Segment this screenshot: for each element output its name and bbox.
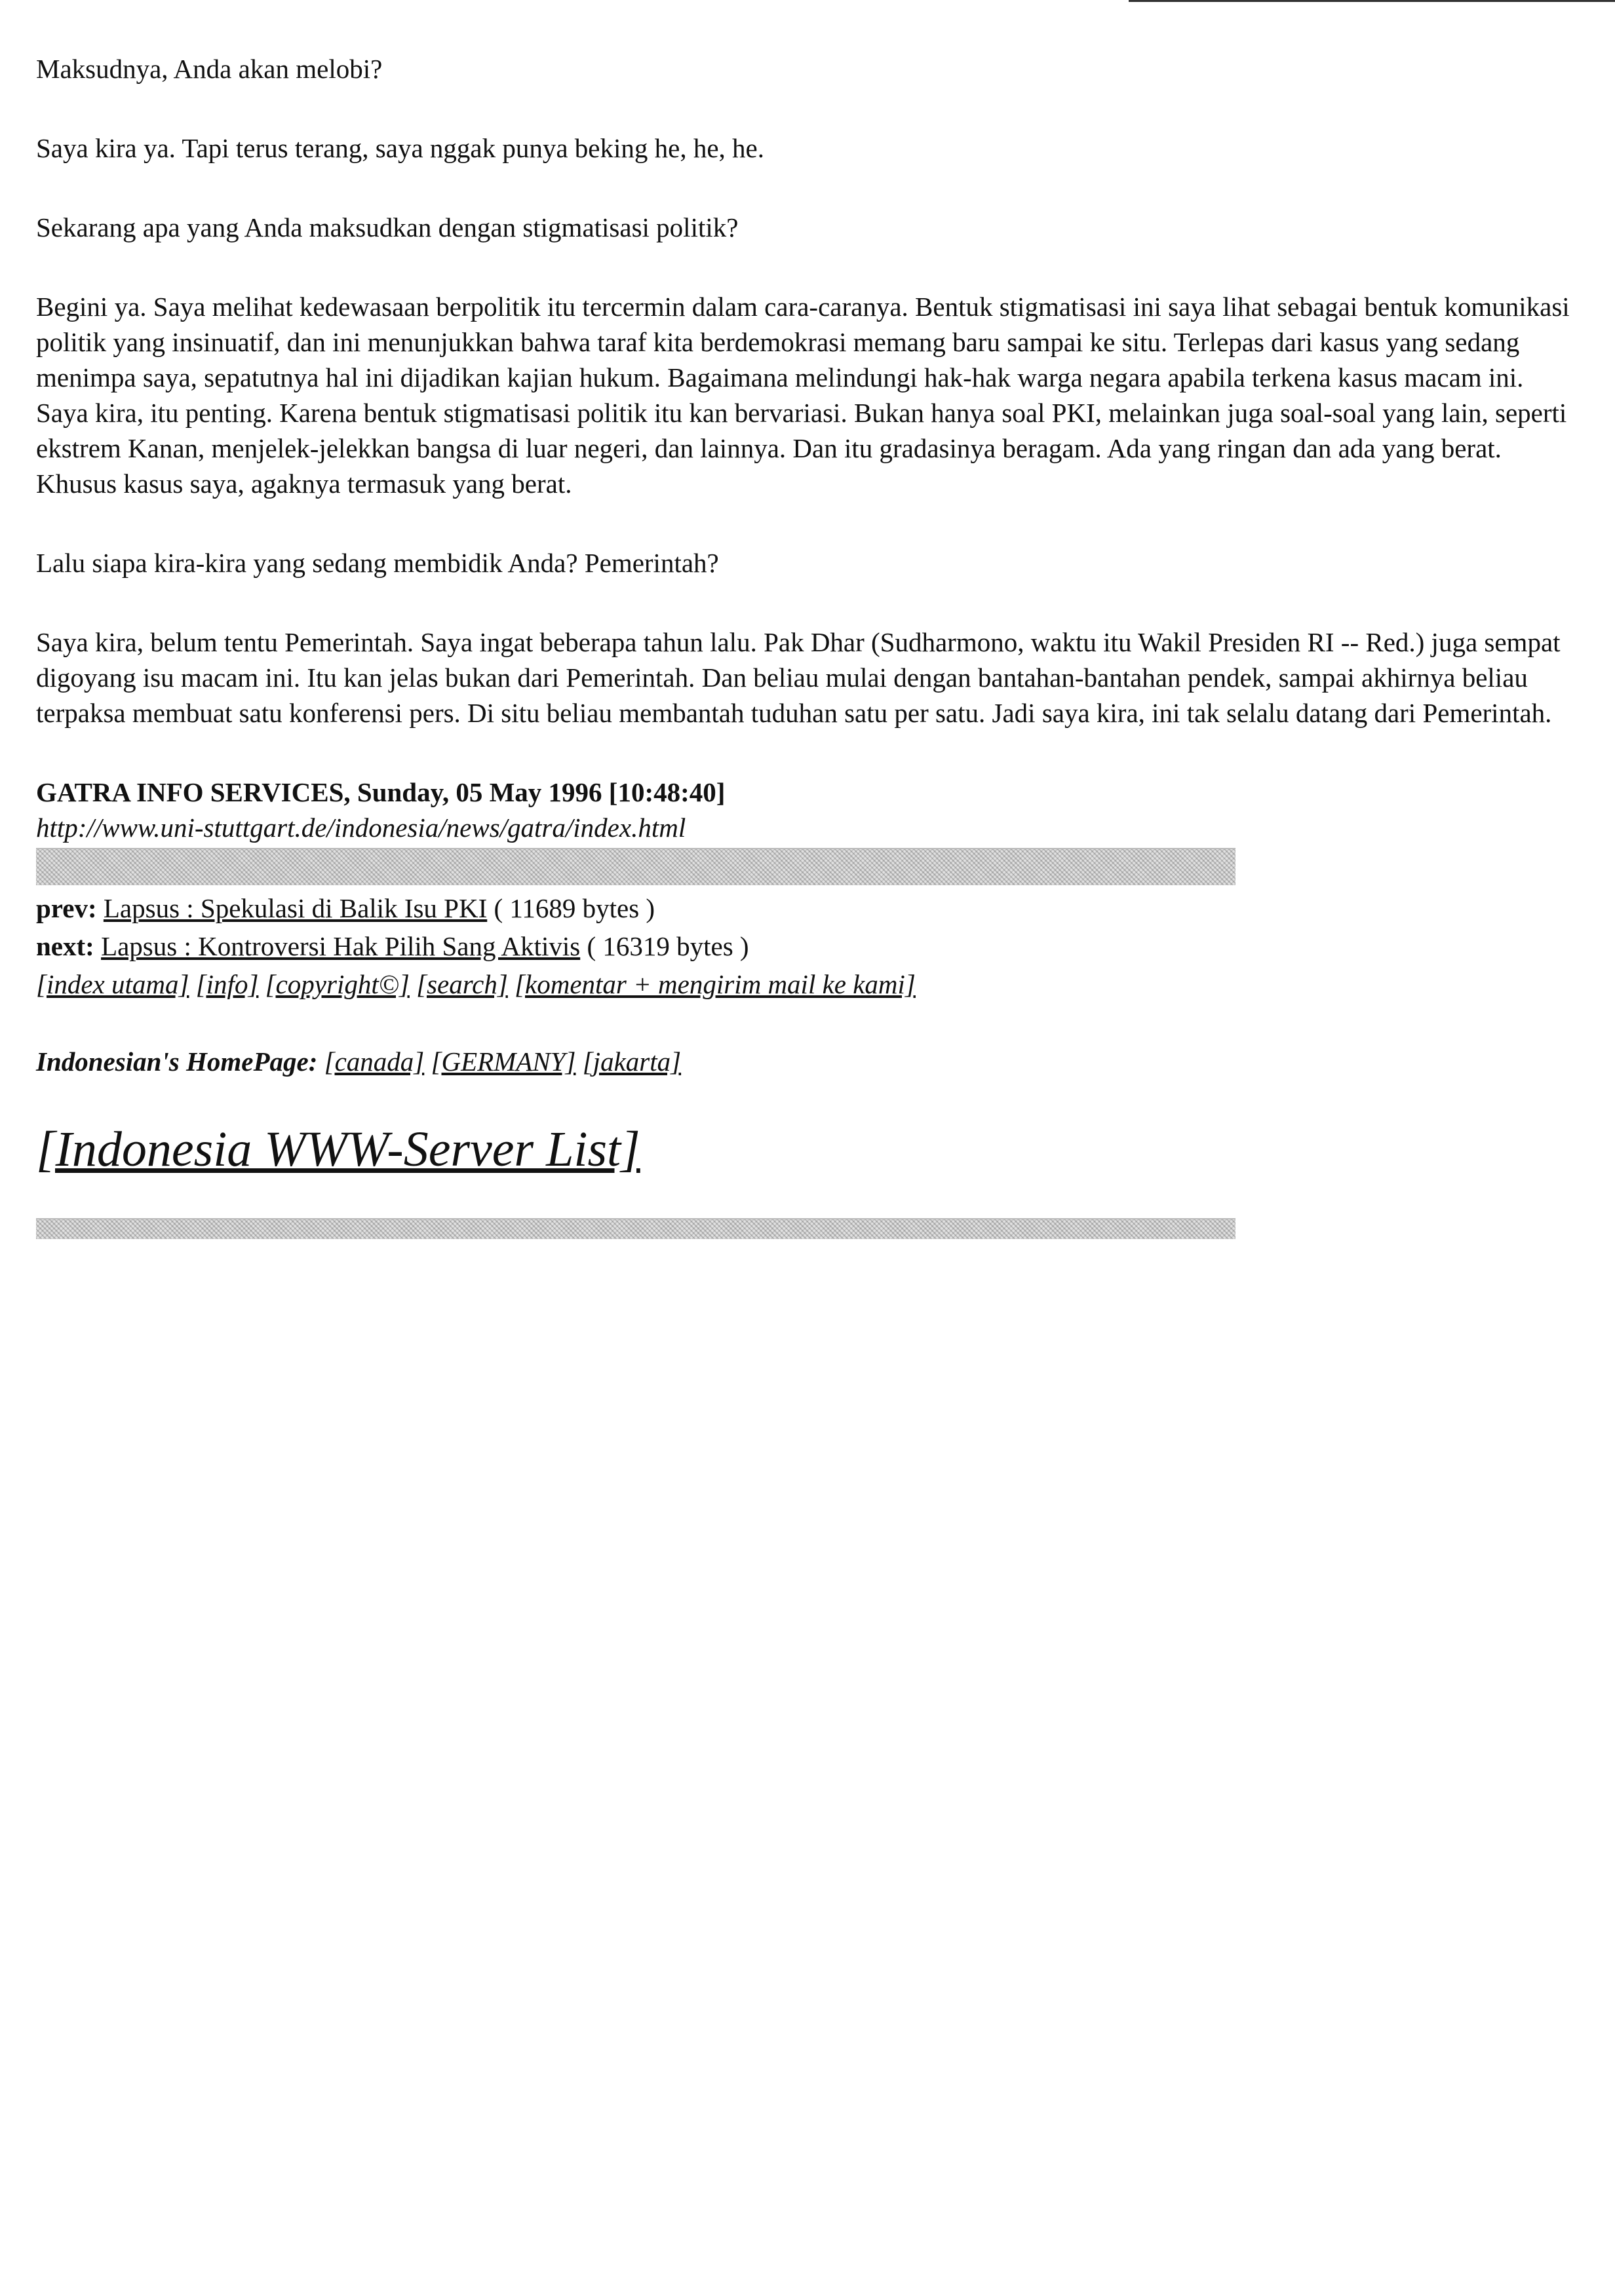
footer-url: http://www.uni-stuttgart.de/indonesia/news/gatra/index.html <box>36 813 686 843</box>
article-page <box>36 51 1570 1243</box>
bottom-divider-bar <box>36 1218 1236 1239</box>
prev-line <box>36 889 1570 927</box>
next-size: ( 16319 bytes ) <box>587 931 749 961</box>
komentar-link[interactable]: [komentar + mengirim mail ke kami] <box>515 969 916 999</box>
next-line <box>36 927 1570 965</box>
top-rule <box>1129 0 1615 2</box>
next-label: next: <box>36 931 94 961</box>
search-link[interactable]: [search] <box>416 969 508 999</box>
info-link[interactable]: [info] <box>195 969 259 999</box>
copyright-link[interactable]: [copyright©] <box>265 969 410 999</box>
footer-title: GATRA INFO SERVICES, Sunday, 05 May 1996 [10:48:40] <box>36 777 726 807</box>
divider-bar <box>36 848 1236 885</box>
server-list-link-line <box>36 1120 1570 1179</box>
server-list-link[interactable]: [Indonesia WWW-Server List] <box>36 1122 640 1177</box>
answer-paragraph: Saya kira ya. Tapi terus terang, saya nggak punya beking he, he, he. <box>36 133 764 163</box>
prev-article-link[interactable]: Lapsus : Spekulasi di Balik Isu PKI <box>103 893 488 923</box>
homepage-line <box>36 1043 1570 1081</box>
canada-link[interactable]: [canada] <box>324 1046 425 1077</box>
answer-paragraph: Begini ya. Saya melihat kedewasaan berpolitik itu tercermin dalam cara-caranya. Bentuk stigmatisasi ini saya lihat sebagai bentuk komunikasi politik yang insinuatif, dan ini menunjukkan bahwa taraf kita berdemokrasi memang baru sampai ke situ. Terlepas dari kasus yang sedang menimpa saya, sepatutnya hal ini dijadikan kajian hukum. Bagaimana melindungi hak-hak warga negara apabila terkena kasus macam ini. Saya kira, itu penting. Karena bentuk stigmatisasi politik itu kan bervariasi. Bukan hanya soal PKI, melainkan juga soal-soal yang lain, seperti ekstrem Kanan, menjelek-jelekkan bangsa di luar negeri, dan lainnya. Dan itu gradasinya beragam. Ada yang ringan dan ada yang berat. Khusus kasus saya, agaknya termasuk yang berat. <box>36 292 1570 499</box>
jakarta-link[interactable]: [jakarta] <box>582 1046 682 1077</box>
next-article-link[interactable]: Lapsus : Kontroversi Hak Pilih Sang Aktivis <box>101 931 581 961</box>
prev-label: prev: <box>36 893 97 923</box>
germany-link[interactable]: [GERMANY] <box>431 1046 576 1077</box>
footer <box>36 775 1570 1239</box>
index-utama-link[interactable]: [index utama] <box>36 969 189 999</box>
homepage-label: Indonesian's HomePage: <box>36 1046 318 1077</box>
question-paragraph: Sekarang apa yang Anda maksudkan dengan stigmatisasi politik? <box>36 212 739 242</box>
nav-links <box>36 965 1570 1003</box>
prev-size: ( 11689 bytes ) <box>494 893 655 923</box>
question-paragraph: Maksudnya, Anda akan melobi? <box>36 54 383 84</box>
answer-paragraph: Saya kira, belum tentu Pemerintah. Saya ingat beberapa tahun lalu. Pak Dhar (Sudharmono, waktu itu Wakil Presiden RI -- Red.) juga sempat digoyang isu macam ini. Itu kan jelas bukan dari Pemerintah. Dan beliau mulai dengan bantahan-bantahan pendek, sampai akhirnya beliau terpaksa membuat satu konferensi pers. Di situ beliau membantah tuduhan satu per satu. Jadi saya kira, ini tak selalu datang dari Pemerintah. <box>36 627 1561 728</box>
question-paragraph: Lalu siapa kira-kira yang sedang membidik Anda? Pemerintah? <box>36 548 719 578</box>
